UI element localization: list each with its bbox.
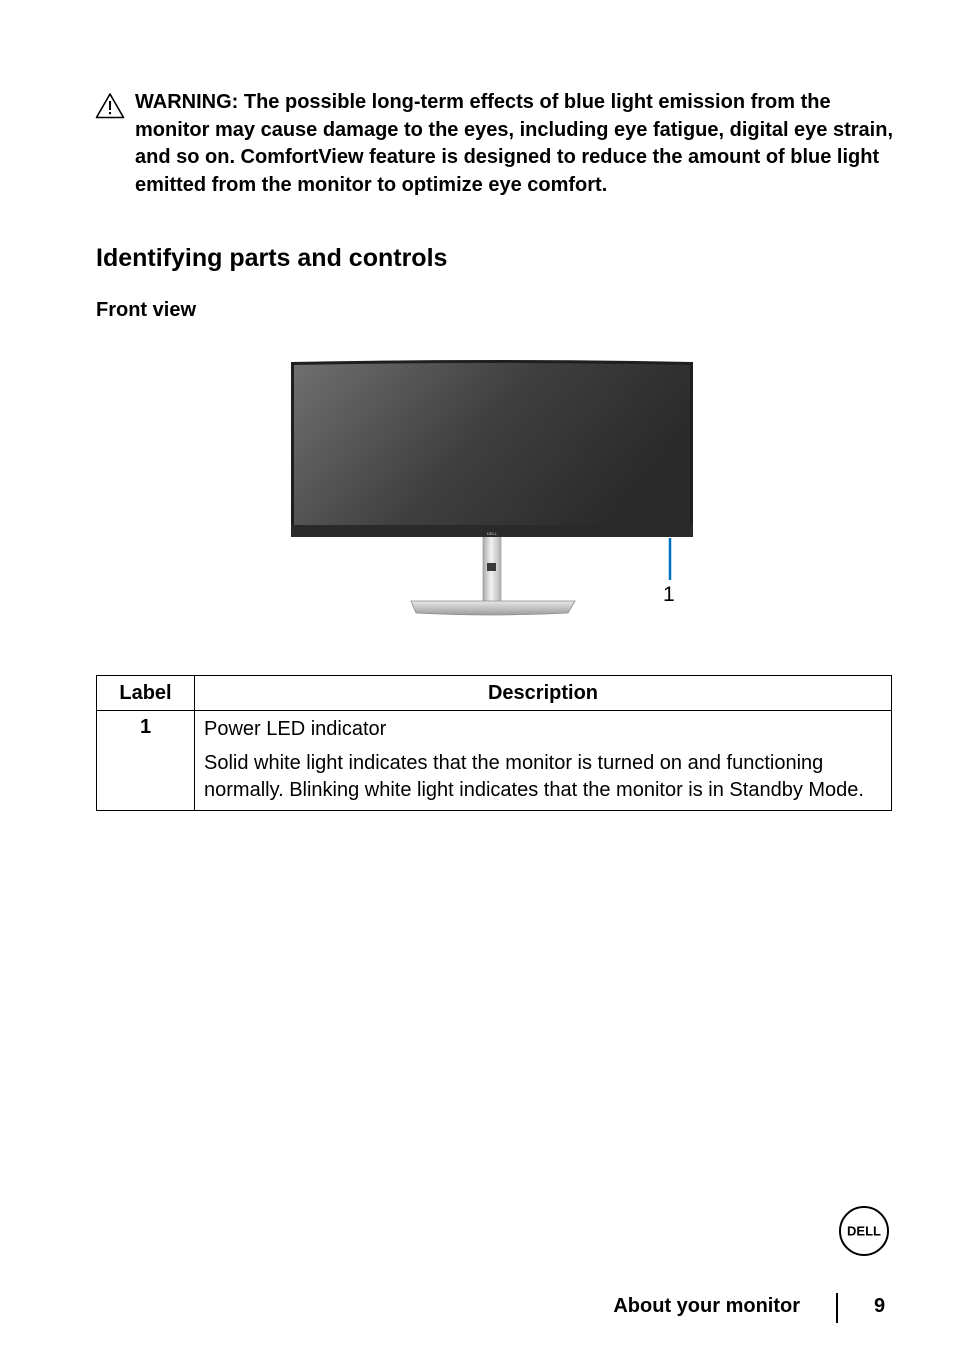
callout-number: 1 xyxy=(663,583,675,606)
table-row xyxy=(97,711,892,811)
monitor-illustration xyxy=(285,355,705,625)
footer-divider xyxy=(836,1293,838,1323)
dell-logo xyxy=(838,1205,890,1257)
row-label: 1 xyxy=(97,711,195,811)
row-description-cell xyxy=(195,711,892,811)
footer-section-title: About your monitor xyxy=(613,1295,800,1317)
monitor-front-view-figure xyxy=(285,355,705,625)
parts-table xyxy=(96,675,892,811)
row-description: Solid white light indicates that the monitor is turned on and functioning normally. Blinking white light indicates that the monitor is in Standby Mode. xyxy=(204,752,864,801)
subsection-title: Front view xyxy=(96,299,197,321)
monitor-logo: DELL xyxy=(486,531,498,536)
page-number: 9 xyxy=(874,1295,886,1317)
warning-icon xyxy=(95,92,125,119)
warning-text: WARNING: The possible long-term effects of blue light emission from the monitor may cause damage to the eyes, including eye fatigue, digital eye strain, and so on. ComfortView feature is designed to reduce the amount of blue light emitted from the monitor to optimize eye comfort. xyxy=(135,91,893,196)
header-description: Description xyxy=(195,676,892,711)
table-header-row xyxy=(97,676,892,711)
svg-text:DELL: DELL xyxy=(847,1223,881,1239)
row-title: Power LED indicator xyxy=(204,718,387,740)
header-label: Label xyxy=(97,676,195,711)
section-title: Identifying parts and controls xyxy=(96,244,448,272)
warning-note xyxy=(95,89,895,199)
